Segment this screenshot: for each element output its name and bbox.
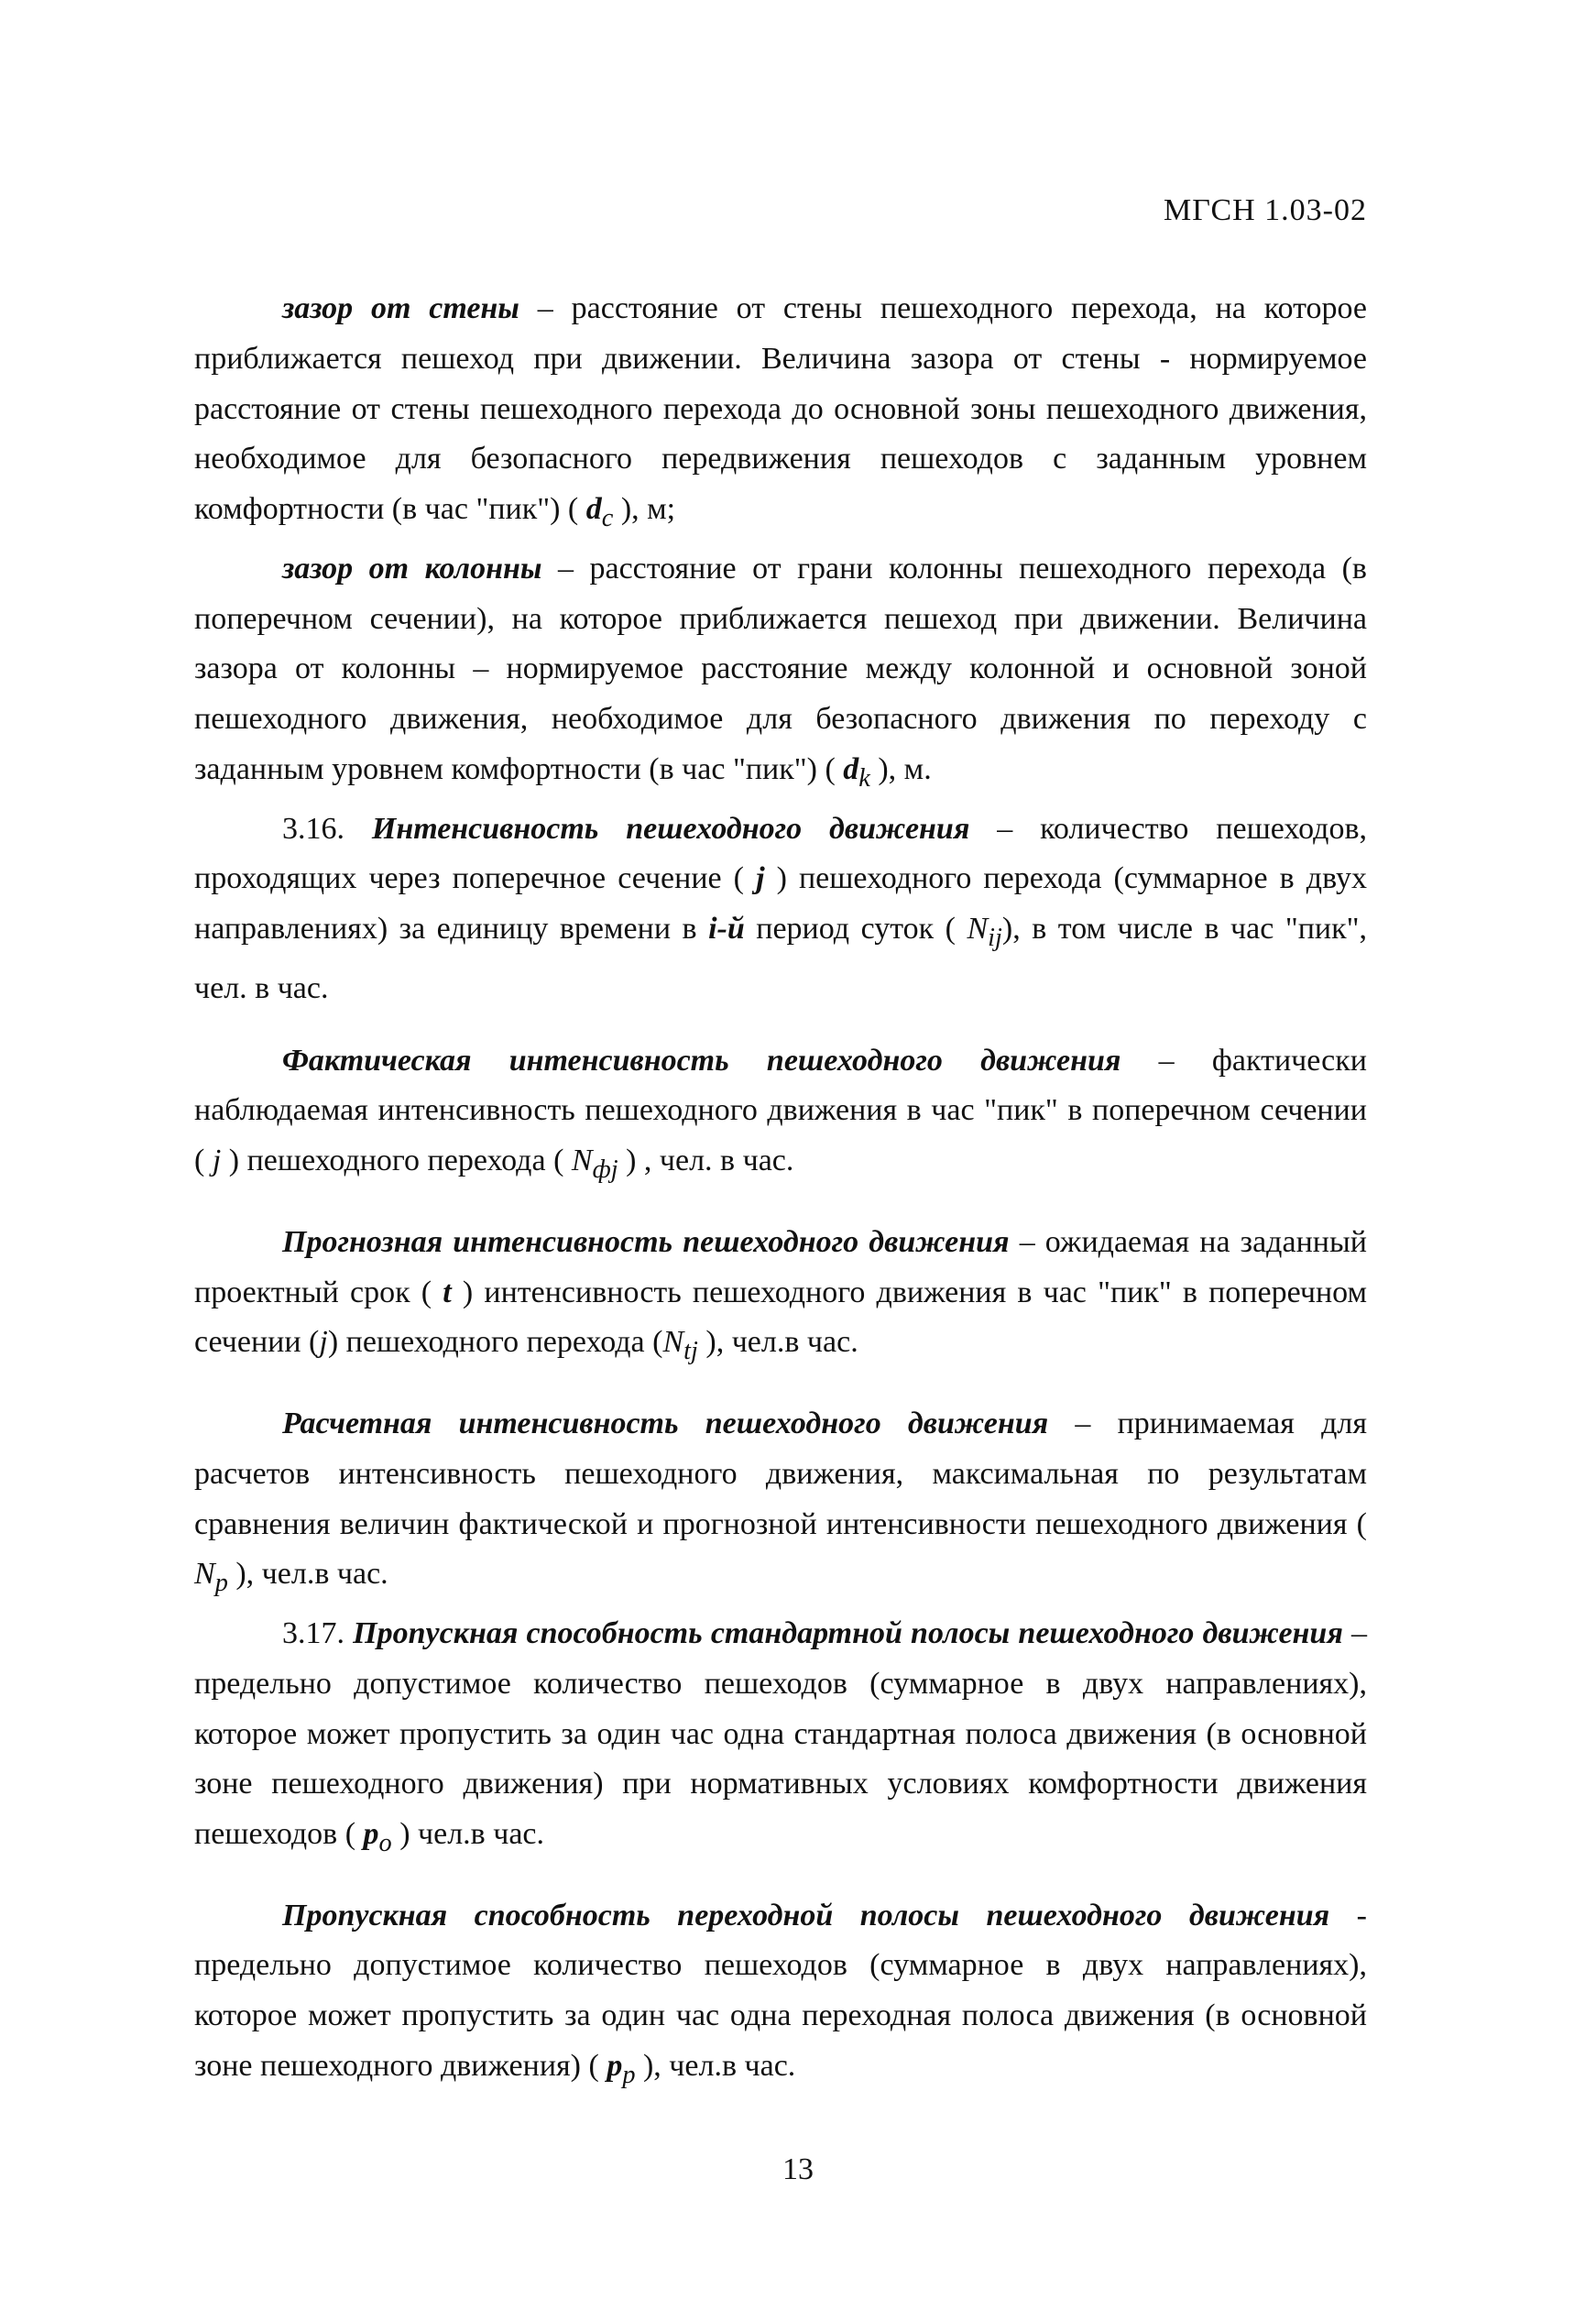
- clause-3-17: 3.17. Пропускная способность стандартной полосы пешеходного движения – предельно допустимое количество пешеходов (суммарное в двух направлениях), которое может пропустить за один час одна стандартная полоса движения (в основной зоне пешеходного движения) при нормативных условиях комфортности движения пешеходов ( $p_o$ ) чел.в час.: [194, 1615, 1368, 1857]
- clause-number: 3.17.: [282, 1615, 354, 1650]
- term-column-clearance: зазор от колонны: [282, 551, 542, 586]
- definition-design-intensity: Расчетная интенсивность пешеходного движения – принимаемая для расчетов интенсивность пешеходного движения, максимальная по результатам сравнения величин фактической и прогнозной интенсивности пешеходного движения ( $N_p$ ), чел.в час.: [194, 1406, 1367, 1598]
- clause-3-16: 3.16. Интенсивность пешеходного движения – количество пешеходов, проходящих через поперечное сечение ( j ) пешеходного перехода (суммарное в двух направлениях) за единицу времени в i-й период суток ( $N_{ij}$), в том числе в час "пик", чел. в час.: [194, 811, 1367, 1005]
- document-body: [194, 284, 1367, 2101]
- definition-wall-clearance: зазор от стены – расстояние от стены пешеходного перехода, на которое приближается пешеход при движении. Величина зазора от стены - нормируемое расстояние от стены пешеходного перехода до основной зоны пешеходного движения, необходимое для безопасного передвижения пешеходов с заданным уровнем комфортности (в час "пик") ( $d_c$ ), м;: [194, 291, 1367, 532]
- definition-forecast-intensity: Прогнозная интенсивность пешеходного движения – ожидаемая на заданный проектный срок ( t ) интенсивность пешеходного движения в час "пик" в поперечном сечении (j) пешеходного перехода ($N_{tj}$ ), чел.в час.: [194, 1224, 1368, 1366]
- definition-actual-intensity: Фактическая интенсивность пешеходного движения – фактически наблюдаемая интенсивность пешеходного движения в час "пик" в поперечном сечении ( j ) пешеходного перехода ( $N_{фj}$ ) , чел. в час.: [194, 1043, 1367, 1184]
- term-wall-clearance: зазор от стены: [282, 291, 519, 325]
- document-code: МГСН 1.03-02: [1164, 193, 1367, 227]
- term-actual-intensity: Фактическая интенсивность пешеходного движения: [282, 1043, 1121, 1078]
- definition-transitional-lane-capacity: Пропускная способность переходной полосы пешеходного движения - предельно допустимое количество пешеходов (суммарное в двух направлениях), которое может пропустить за один час одна переходная полоса движения (в основной зоне пешеходного движения) ( $p_p$ ), чел.в час.: [194, 1898, 1367, 2089]
- clause-number: 3.16.: [282, 811, 372, 846]
- term-transitional-lane-capacity: Пропускная способность переходной полосы пешеходного движения: [282, 1898, 1330, 1932]
- term-intensity: Интенсивность пешеходного движения: [371, 811, 970, 846]
- term-forecast-intensity: Прогнозная интенсивность пешеходного движения: [282, 1224, 1010, 1259]
- definition-column-clearance: зазор от колонны – расстояние от грани колонны пешеходного перехода (в поперечном сечении), на которое приближается пешеход при движении. Величина зазора от колонны – нормируемое расстояние между колонной и основной зоной пешеходного движения, необходимое для безопасного движения по переходу с заданным уровнем комфортности (в час "пик") ( $d_k$ ), м.: [194, 551, 1367, 793]
- term-design-intensity: Расчетная интенсивность пешеходного движения: [282, 1406, 1049, 1440]
- page-number: 13: [782, 2152, 814, 2186]
- term-standard-lane-capacity: Пропускная способность стандартной полосы пешеходного движения: [353, 1615, 1343, 1650]
